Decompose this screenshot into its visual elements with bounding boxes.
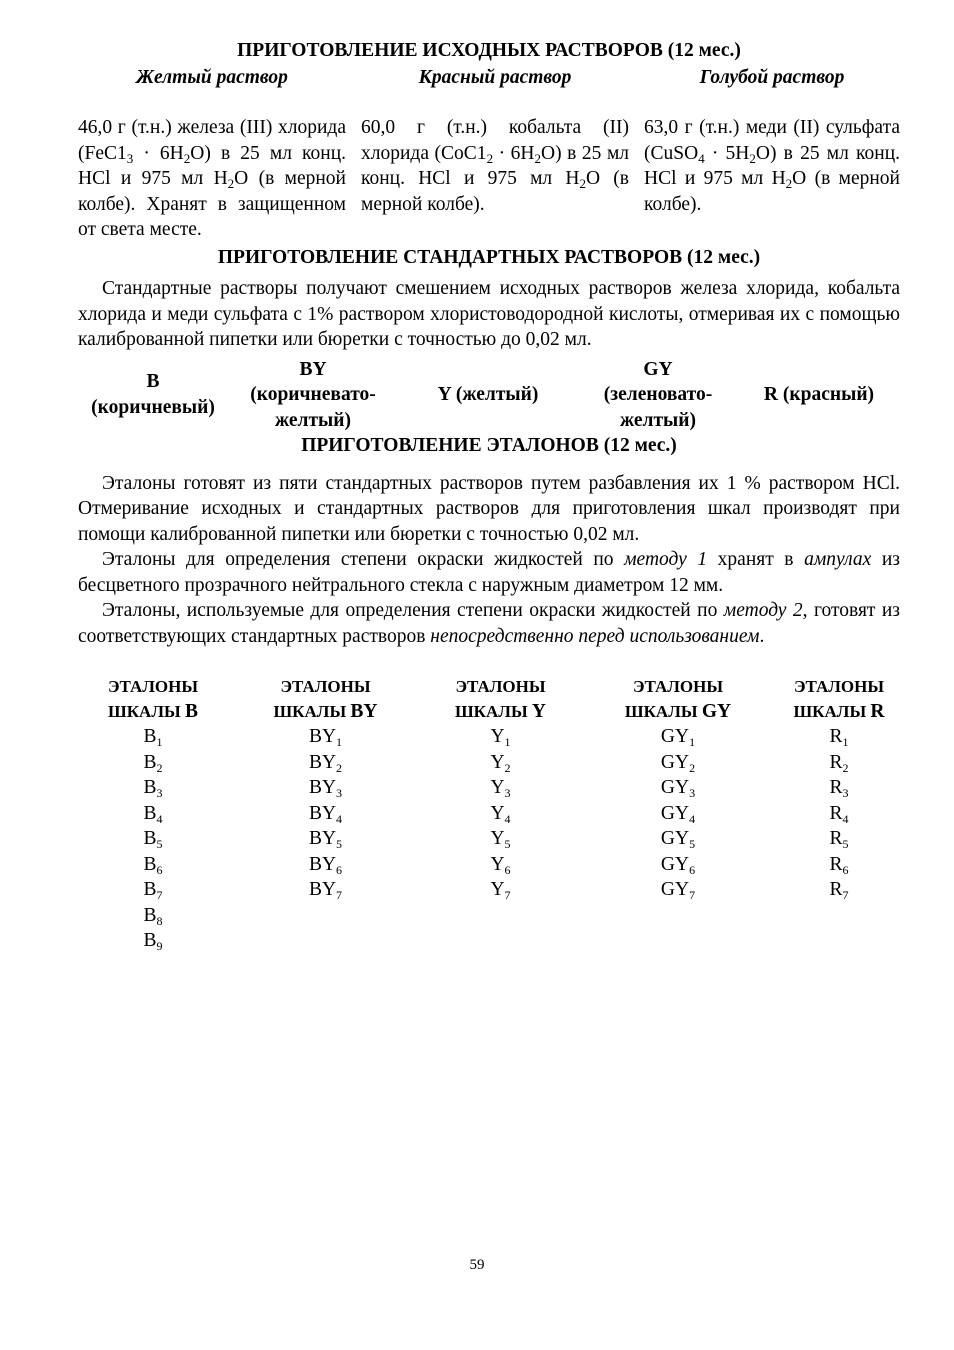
scale-item: $R_5$	[829, 828, 849, 851]
scale-item: $BY_1$	[308, 726, 343, 749]
scale-item: $Y_6$	[490, 853, 511, 877]
section-title-references: ПРИГОТОВЛЕНИЕ ЭТАЛОНОВ (12 мес.)	[301, 435, 677, 456]
references-paragraph-3: Эталоны, используемые для определения степени окраски жидкостей по методу 2, готовят из соответствующих стандартных растворов непосредственно перед использованием.	[78, 600, 901, 647]
scale-header: ЭТАЛОНЫ ШКАЛЫ BY	[273, 677, 378, 722]
scale-item: $R_7$	[829, 879, 849, 902]
scale-item: $GY_6$	[660, 853, 696, 877]
scale-column-gy	[578, 674, 778, 954]
column-header-red: Красный раствор	[418, 66, 572, 88]
column-header-blue: Голубой раствор	[699, 66, 845, 88]
scale-item: $B_5$	[143, 828, 163, 851]
scale-item: $R_6$	[829, 853, 849, 877]
scale-item: $B_8$	[143, 904, 163, 928]
column-header-yellow: Желтый раствор	[136, 66, 288, 88]
scale-item: $GY_1$	[660, 726, 696, 749]
scale-item: $Y_7$	[490, 879, 511, 902]
scale-item: $BY_3$	[308, 777, 343, 800]
scale-header: ЭТАЛОНЫ ШКАЛЫ B	[107, 677, 199, 722]
yellow-solution-recipe: 46,0 г (т.н.) железа (III) хлорида $(FeC1_3 \cdot 6H_2O)$ в 25 мл конц. HCl и 975 мл $H_2O$ (в мерной колбе). Хранят в защищенном от света месте.	[78, 117, 347, 240]
scale-item: $BY_2$	[308, 751, 343, 775]
document-page	[78, 38, 900, 954]
scale-item: $GY_2$	[660, 751, 696, 775]
scale-item: $B_4$	[143, 802, 163, 826]
reference-scales-table	[78, 674, 900, 954]
scale-item: $GY_7$	[660, 879, 696, 902]
scale-item: $BY_7$	[308, 879, 343, 902]
scale-item: $B_7$	[143, 879, 163, 902]
scale-header: ЭТАЛОНЫ ШКАЛЫ Y	[455, 677, 546, 722]
scale-item: $B_1$	[143, 726, 163, 749]
section-title-stock-solutions: ПРИГОТОВЛЕНИЕ ИСХОДНЫХ РАСТВОРОВ (12 мес.)	[237, 40, 741, 61]
scale-header: ЭТАЛОНЫ ШКАЛЫ GY	[624, 677, 732, 722]
references-paragraph-1: Эталоны готовят из пяти стандартных растворов путем разбавления их 1 % раствором HCl. Отмеривание исходных и стандартных растворов для приготовления шкал производят при помощи калиброванной пипетки или бюретки с точностью 0,02 мл.	[78, 472, 900, 545]
section-title-standard-solutions: ПРИГОТОВЛЕНИЕ СТАНДАРТНЫХ РАСТВОРОВ (12 мес.)	[217, 246, 761, 268]
scale-item: $Y_2$	[490, 751, 511, 775]
scale-column-b	[78, 674, 228, 954]
scale-item: $GY_4$	[660, 802, 696, 826]
scale-item: $B_2$	[143, 751, 163, 775]
standard-b: B (коричневый)	[91, 371, 215, 418]
standard-solutions-list	[78, 357, 900, 434]
scale-item: $B_3$	[143, 777, 163, 800]
scale-item: $B_9$	[143, 930, 163, 953]
scale-item: $Y_5$	[490, 828, 511, 851]
scale-header: ЭТАЛОНЫ ШКАЛЫ R	[793, 677, 885, 722]
page-number: 59	[469, 1257, 485, 1273]
standard-y: Y (желтый)	[437, 384, 539, 405]
scale-item: $BY_4$	[308, 802, 343, 826]
standard-solutions-paragraph: Стандартные растворы получают смешением исходных растворов железа хлорида, кобальта хлорида и меди сульфата с 1% раствором хлористоводородной кислоты, отмеривая их с помощью калиброванной пипетки или бюретки с точностью до 0,02 мл.	[78, 278, 900, 350]
blue-solution-recipe: 63,0 г (т.н.) меди (II) сульфата (CuSO$_4$ · $5H_2O$) в 25 мл конц. HCl и 975 мл $H_2O$ (в мерной колбе).	[644, 117, 901, 215]
scale-item: $R_3$	[829, 777, 849, 800]
scale-item: $Y_3$	[490, 777, 511, 800]
scale-item: $BY_5$	[308, 828, 343, 851]
scale-item: $GY_5$	[660, 828, 696, 851]
stock-solutions-body	[78, 115, 900, 243]
scale-item: $R_4$	[829, 802, 849, 826]
scale-item: $B_6$	[143, 853, 163, 877]
scale-item: $Y_4$	[490, 802, 511, 826]
red-solution-recipe: 60,0 г (т.н.) кобальта (II) хлорида $(CoC1_2 \cdot 6H_2O)$ в 25 мл конц. HCl и 975 мл $H_2O$ (в мерной колбе).	[361, 117, 630, 215]
standard-by: BY (коричневато-желтый)	[250, 358, 376, 431]
scale-item: $GY_3$	[660, 777, 696, 800]
stock-solutions-headers	[78, 65, 900, 91]
scale-item: $Y_1$	[490, 726, 511, 749]
scale-column-y	[423, 674, 578, 954]
references-paragraph-2: Эталоны для определения степени окраски жидкостей по методу 1 хранят в ампулах из бесцветного прозрачного нейтрального стекла с наружным диаметром 12 мм.	[78, 549, 900, 596]
scale-item: $R_2$	[829, 751, 849, 775]
standard-gy: GY (зеленовато-желтый)	[603, 358, 713, 431]
scale-column-by	[228, 674, 423, 954]
scale-item: $R_1$	[829, 726, 849, 749]
scale-column-r	[778, 674, 900, 954]
scale-item: $BY_6$	[308, 853, 343, 877]
standard-r: R (красный)	[763, 384, 875, 405]
